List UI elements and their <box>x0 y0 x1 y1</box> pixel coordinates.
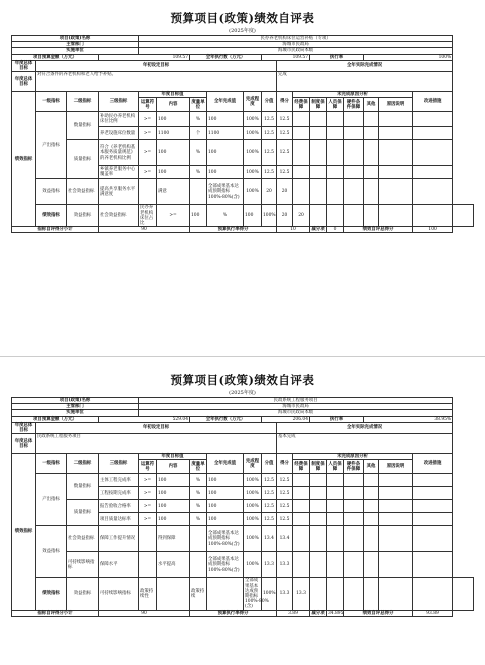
got-cell: 12.5 <box>277 140 293 166</box>
label-goal: 年度总体目标 <box>12 60 36 71</box>
label-op: 运算符号 <box>139 98 157 112</box>
label-budget: 项目预算金额（万元） <box>12 54 99 60</box>
form-year: (2025年度) <box>229 28 256 34</box>
label-content: 内容 <box>157 98 190 112</box>
label-unit: 实施单位 <box>12 48 139 54</box>
value-cell: 100 <box>157 166 190 179</box>
label-r3: 人员保障 <box>328 99 342 110</box>
subtotal-value: 90 <box>99 610 190 616</box>
got-cell: 12.5 <box>277 127 293 140</box>
label-score: 分值 <box>262 454 277 474</box>
op-cell <box>157 578 190 610</box>
unit-cell: 个 <box>190 127 207 140</box>
label-r6: 原因说明 <box>379 98 413 112</box>
label-op: 运算符号 <box>139 460 157 474</box>
label-rate: 执行率 <box>310 416 364 422</box>
unit-cell: % <box>207 205 244 227</box>
degree-cell: 100% <box>262 578 277 610</box>
label-reasons: 未完成原因分析 <box>293 454 413 460</box>
score-cell: 12.5 <box>262 474 277 487</box>
lvl1-effect: 效益指标 <box>36 526 67 578</box>
degree-cell: 100% <box>244 474 262 487</box>
label-lvl2: 二级指标 <box>67 92 99 112</box>
label-unit-measure: 度量单位 <box>191 461 205 472</box>
subtotal-value: 90 <box>99 227 190 233</box>
lvl1-effect-2: 效益指标 <box>67 205 99 227</box>
lvl3-cell: 补助民办养老机构床位比例 <box>99 112 139 127</box>
label-unit-measure: 度量单位 <box>191 99 205 110</box>
label-project-name: 项目(政策)名称 <box>12 398 139 404</box>
form-title: 预算项目(政策)绩效自评表 <box>170 373 315 387</box>
label-r1: 经费保障 <box>294 461 308 472</box>
label-actual: 全年实际完成情况 <box>277 60 453 71</box>
label-r5: 其他 <box>364 460 379 474</box>
lvl2-cell: 数量指标 <box>67 474 99 500</box>
score-cell: 20 <box>262 179 277 205</box>
score-cell: 13.4 <box>262 526 277 552</box>
op-cell: >= <box>139 127 157 140</box>
score-cell: 12.5 <box>262 166 277 179</box>
value-cell: 政策持续 <box>190 578 207 610</box>
label-actual: 全年实际完成情况 <box>277 422 453 433</box>
label-goal-2: 年度总体目标 <box>12 434 36 454</box>
done-cell: 100 <box>207 487 244 500</box>
done-cell: 全部成果基本达成预期指标100%-80%(含) <box>245 578 269 610</box>
page-separator <box>0 356 485 357</box>
project-name: 民政系统工程服务项目 <box>139 398 453 404</box>
unit-cell <box>190 552 207 578</box>
label-r3: 人员保障 <box>328 461 342 472</box>
got-cell: 20 <box>277 179 293 205</box>
budget-value: 529.04 <box>99 416 190 422</box>
got-cell: 12.5 <box>277 500 293 513</box>
label-goal-2: 年度总体目标 <box>12 72 36 92</box>
done-cell: 全部成果基本达成预期指标100%-80%(含) <box>207 526 244 552</box>
degree-cell: 100% <box>244 127 262 140</box>
degree-cell: 100% <box>244 179 262 205</box>
lvl3-cell: 养老设施床位数量 <box>99 127 139 140</box>
lvl3-cell: 保障水平 <box>99 552 139 578</box>
unit-cell <box>190 179 207 205</box>
lvl1-effect: 效益指标 <box>36 179 67 205</box>
label-completed: 全年完成值 <box>207 454 244 474</box>
op-cell: >= <box>139 474 157 487</box>
summary-row <box>12 227 474 233</box>
unit-cell: % <box>190 500 207 513</box>
budget-value: 109.57 <box>99 54 190 60</box>
lvl1-effect-2: 效益指标 <box>67 578 99 610</box>
table-row <box>12 500 474 513</box>
label-subtotal: 指标自评得分小计 <box>12 610 99 616</box>
lvl3-cell: 保障工作提升情况 <box>99 526 139 552</box>
unit-cell: % <box>190 513 207 526</box>
label-r2: 制度保障 <box>311 99 325 110</box>
score-cell: 12.5 <box>262 140 277 166</box>
got-cell: 20 <box>293 205 310 227</box>
actual-text: 基本完成 <box>277 434 453 454</box>
lvl2-cell: 社会效益指标 <box>67 526 99 552</box>
label-measures: 改进措施 <box>413 92 453 112</box>
table-row <box>12 205 474 227</box>
label-perf: 绩效指标 <box>12 454 36 610</box>
score-cell: 12.5 <box>262 500 277 513</box>
label-perf: 绩效指标 <box>12 92 36 227</box>
label-planned-goal: 年初设定目标 <box>36 60 277 71</box>
label-degree: 完成程度 <box>244 454 262 474</box>
op-cell: >= <box>139 500 157 513</box>
op-cell: >= <box>139 487 157 500</box>
done-cell: 全部成果基本达成预期指标100%-80%(含) <box>207 179 244 205</box>
label-budget-score: 预算执行率得分 <box>190 227 277 233</box>
label-budget: 项目预算金额（万元） <box>12 416 99 422</box>
got-cell: 12.5 <box>277 474 293 487</box>
lvl3-cell: 主体工程完成率 <box>99 474 139 487</box>
label-rate: 执行率 <box>310 54 364 60</box>
done-cell: 100 <box>244 205 262 227</box>
score-cell: 12.5 <box>262 112 277 127</box>
label-measures: 改进措施 <box>413 454 453 474</box>
lvl3-cell: 工程按期完成率 <box>99 487 139 500</box>
label-annual-target: 年度目标值 <box>139 454 207 460</box>
label-project-name: 项目(政策)名称 <box>12 36 139 42</box>
rate-value: 100% <box>364 54 453 60</box>
exec-value: 206.04 <box>262 416 310 422</box>
done-cell: 全部成果基本达成预期指标100%-80%(含) <box>207 552 244 578</box>
op-cell: >= <box>139 513 157 526</box>
exec-value: 109.57 <box>262 54 310 60</box>
label-lvl1: 一级指标 <box>36 454 67 474</box>
got-cell: 13.3 <box>277 552 293 578</box>
dept-value: 海城市民政局 <box>139 42 453 48</box>
op-cell <box>139 526 157 552</box>
evaluation-form-2 <box>11 372 474 617</box>
total-value: 93.89 <box>413 610 453 616</box>
label-completed: 全年完成值 <box>207 92 244 112</box>
label-exec: 全年执行数（万元） <box>190 54 262 60</box>
lvl3-cell: 民办养老机构床位占比 <box>139 205 157 227</box>
unit-cell <box>190 526 207 552</box>
unit-cell: % <box>190 474 207 487</box>
label-subtotal: 指标自评得分小计 <box>12 227 99 233</box>
value-cell: 100 <box>157 474 190 487</box>
degree-cell: 100% <box>244 552 262 578</box>
degree-cell: 100% <box>262 205 277 227</box>
got-cell: 12.5 <box>277 166 293 179</box>
label-minus: 减分项 <box>311 227 325 233</box>
got-cell: 12.5 <box>277 112 293 127</box>
lvl2-cell: 质量指标 <box>67 500 99 526</box>
rate-value: 38.95% <box>364 416 453 422</box>
lvl2-cell: 数量指标 <box>67 112 99 140</box>
unit-cell: % <box>190 487 207 500</box>
op-cell <box>139 179 157 205</box>
goal-text: 民政系统工程服务项目 <box>36 434 277 454</box>
value-cell: 100 <box>157 513 190 526</box>
value-cell: 得到保障 <box>157 526 190 552</box>
label-r4: 硬件条件保障 <box>344 460 364 474</box>
project-name: 民办养老机构床位运营补贴（专项） <box>139 36 453 42</box>
op-cell: >= <box>139 166 157 179</box>
lvl1-output: 产出指标 <box>36 112 67 179</box>
evaluation-form-1 <box>11 10 474 233</box>
got-cell: 13.3 <box>293 578 310 610</box>
label-got: 得分 <box>277 454 293 474</box>
unit-cell: % <box>190 140 207 166</box>
done-cell: 1100 <box>207 127 244 140</box>
degree-cell: 100% <box>244 500 262 513</box>
value-cell: 满意 <box>157 179 190 205</box>
evaluation-table <box>11 397 474 617</box>
label-r1: 经费保障 <box>294 99 308 110</box>
done-cell: 100 <box>207 140 244 166</box>
table-row <box>12 179 474 205</box>
label-got: 得分 <box>277 92 293 112</box>
label-dept: 主管部门 <box>12 404 139 410</box>
value-cell: 1100 <box>157 127 190 140</box>
got-cell: 12.5 <box>277 487 293 500</box>
got-cell: 12.5 <box>277 513 293 526</box>
score-cell: 20 <box>277 205 293 227</box>
label-budget-score: 预算执行率得分 <box>190 610 277 616</box>
lvl3-cell: 项目质量达标率 <box>99 513 139 526</box>
done-cell: 100 <box>207 112 244 127</box>
label-dept: 主管部门 <box>12 42 139 48</box>
unit-value: 海城市民政局本级 <box>139 410 453 416</box>
label-unit: 实施单位 <box>12 410 139 416</box>
done-cell: 100 <box>207 474 244 487</box>
value-cell: 100 <box>190 205 207 227</box>
degree-cell: 100% <box>244 487 262 500</box>
lvl3-cell: 政策持续性 <box>139 578 157 610</box>
label-goal: 年度总体目标 <box>12 422 36 433</box>
score-cell: 13.3 <box>262 552 277 578</box>
label-degree: 完成程度 <box>244 92 262 112</box>
op-cell: >= <box>139 140 157 166</box>
lvl2-cell: 社会效益指标 <box>99 205 139 227</box>
label-exec: 全年执行数（万元） <box>190 416 262 422</box>
value-cell: 100 <box>157 112 190 127</box>
label-lvl1: 一级指标 <box>36 92 67 112</box>
score-cell: 12.5 <box>262 513 277 526</box>
degree-cell: 100% <box>244 112 262 127</box>
label-annual-target: 年度目标值 <box>139 92 207 98</box>
form-title: 预算项目(政策)绩效自评表 <box>170 11 315 25</box>
value-cell: 100 <box>157 487 190 500</box>
op-cell <box>139 552 157 578</box>
op-cell: >= <box>157 205 190 227</box>
budget-score-value: 10 <box>277 227 310 233</box>
degree-cell: 100% <box>244 140 262 166</box>
label-lvl2: 二级指标 <box>67 454 99 474</box>
lvl3-cell: 提高共享服务水平满意度 <box>99 179 139 205</box>
unit-value: 海城市民政局本级 <box>139 48 453 54</box>
table-row <box>12 578 474 610</box>
score-cell: 12.5 <box>262 487 277 500</box>
summary-row <box>12 610 474 616</box>
label-r5: 其他 <box>364 98 379 112</box>
label-lvl3: 三级指标 <box>99 92 139 112</box>
op-cell: >= <box>139 112 157 127</box>
label-r6: 原因说明 <box>379 460 413 474</box>
lvl2-cell: 质量指标 <box>67 140 99 179</box>
lvl3-cell: 报告验收合格率 <box>99 500 139 513</box>
score-cell: 13.3 <box>277 578 293 610</box>
done-cell: 100 <box>207 166 244 179</box>
unit-cell <box>207 578 244 610</box>
label-score: 分值 <box>262 92 277 112</box>
value-cell: 100 <box>157 500 190 513</box>
label-lvl3: 三级指标 <box>99 454 139 474</box>
label-minus: 减分项 <box>311 610 325 616</box>
label-perf-3: 绩效指标 <box>36 205 67 227</box>
lvl2-cell: 可持续影响指标 <box>99 578 139 610</box>
table-row <box>12 474 474 487</box>
label-reasons: 未完成原因分析 <box>293 92 413 98</box>
value-cell: 100 <box>157 140 190 166</box>
budget-score-value: 3.89 <box>277 610 310 616</box>
lvl3-cell: 乡镇养老服务中心覆盖率 <box>99 166 139 179</box>
table-row <box>12 552 474 578</box>
degree-cell: 100% <box>244 166 262 179</box>
degree-cell: 100% <box>244 513 262 526</box>
value-cell: 水平提高 <box>157 552 190 578</box>
label-content: 内容 <box>157 460 190 474</box>
evaluation-table <box>11 35 474 233</box>
lvl1-output: 产出指标 <box>36 474 67 526</box>
lvl3-cell: 符合《养老机构基本服务质量规范》的养老机构比例 <box>99 140 139 166</box>
lvl2-cell: 社会效益指标 <box>67 179 99 205</box>
dept-value: 海城市民政局 <box>139 404 453 410</box>
label-r4: 硬件条件保障 <box>344 98 364 112</box>
label-planned-goal: 年初设定目标 <box>36 422 277 433</box>
unit-cell: % <box>190 166 207 179</box>
goal-text: 对符合条件的养老机构和老人给予补贴。 <box>36 72 277 92</box>
minus-value: 0 <box>327 227 344 233</box>
label-total: 绩效自评总得分 <box>344 227 413 233</box>
got-cell: 13.4 <box>277 526 293 552</box>
table-row <box>12 526 474 552</box>
form-year: (2025年度) <box>229 390 256 396</box>
done-cell: 100 <box>207 500 244 513</box>
label-total: 绩效自评总得分 <box>344 610 413 616</box>
unit-cell: % <box>190 112 207 127</box>
table-row <box>12 112 474 127</box>
degree-cell: 100% <box>244 526 262 552</box>
lvl2-cell: 可持续影响指标 <box>67 552 99 578</box>
minus-value: 34.895 <box>328 610 344 616</box>
label-r2: 制度保障 <box>311 461 325 472</box>
actual-text: 完成 <box>277 72 453 92</box>
label-perf-3: 绩效指标 <box>36 578 67 610</box>
total-value: 100 <box>413 227 453 233</box>
done-cell: 100 <box>207 513 244 526</box>
table-row <box>12 140 474 166</box>
score-cell: 12.5 <box>262 127 277 140</box>
